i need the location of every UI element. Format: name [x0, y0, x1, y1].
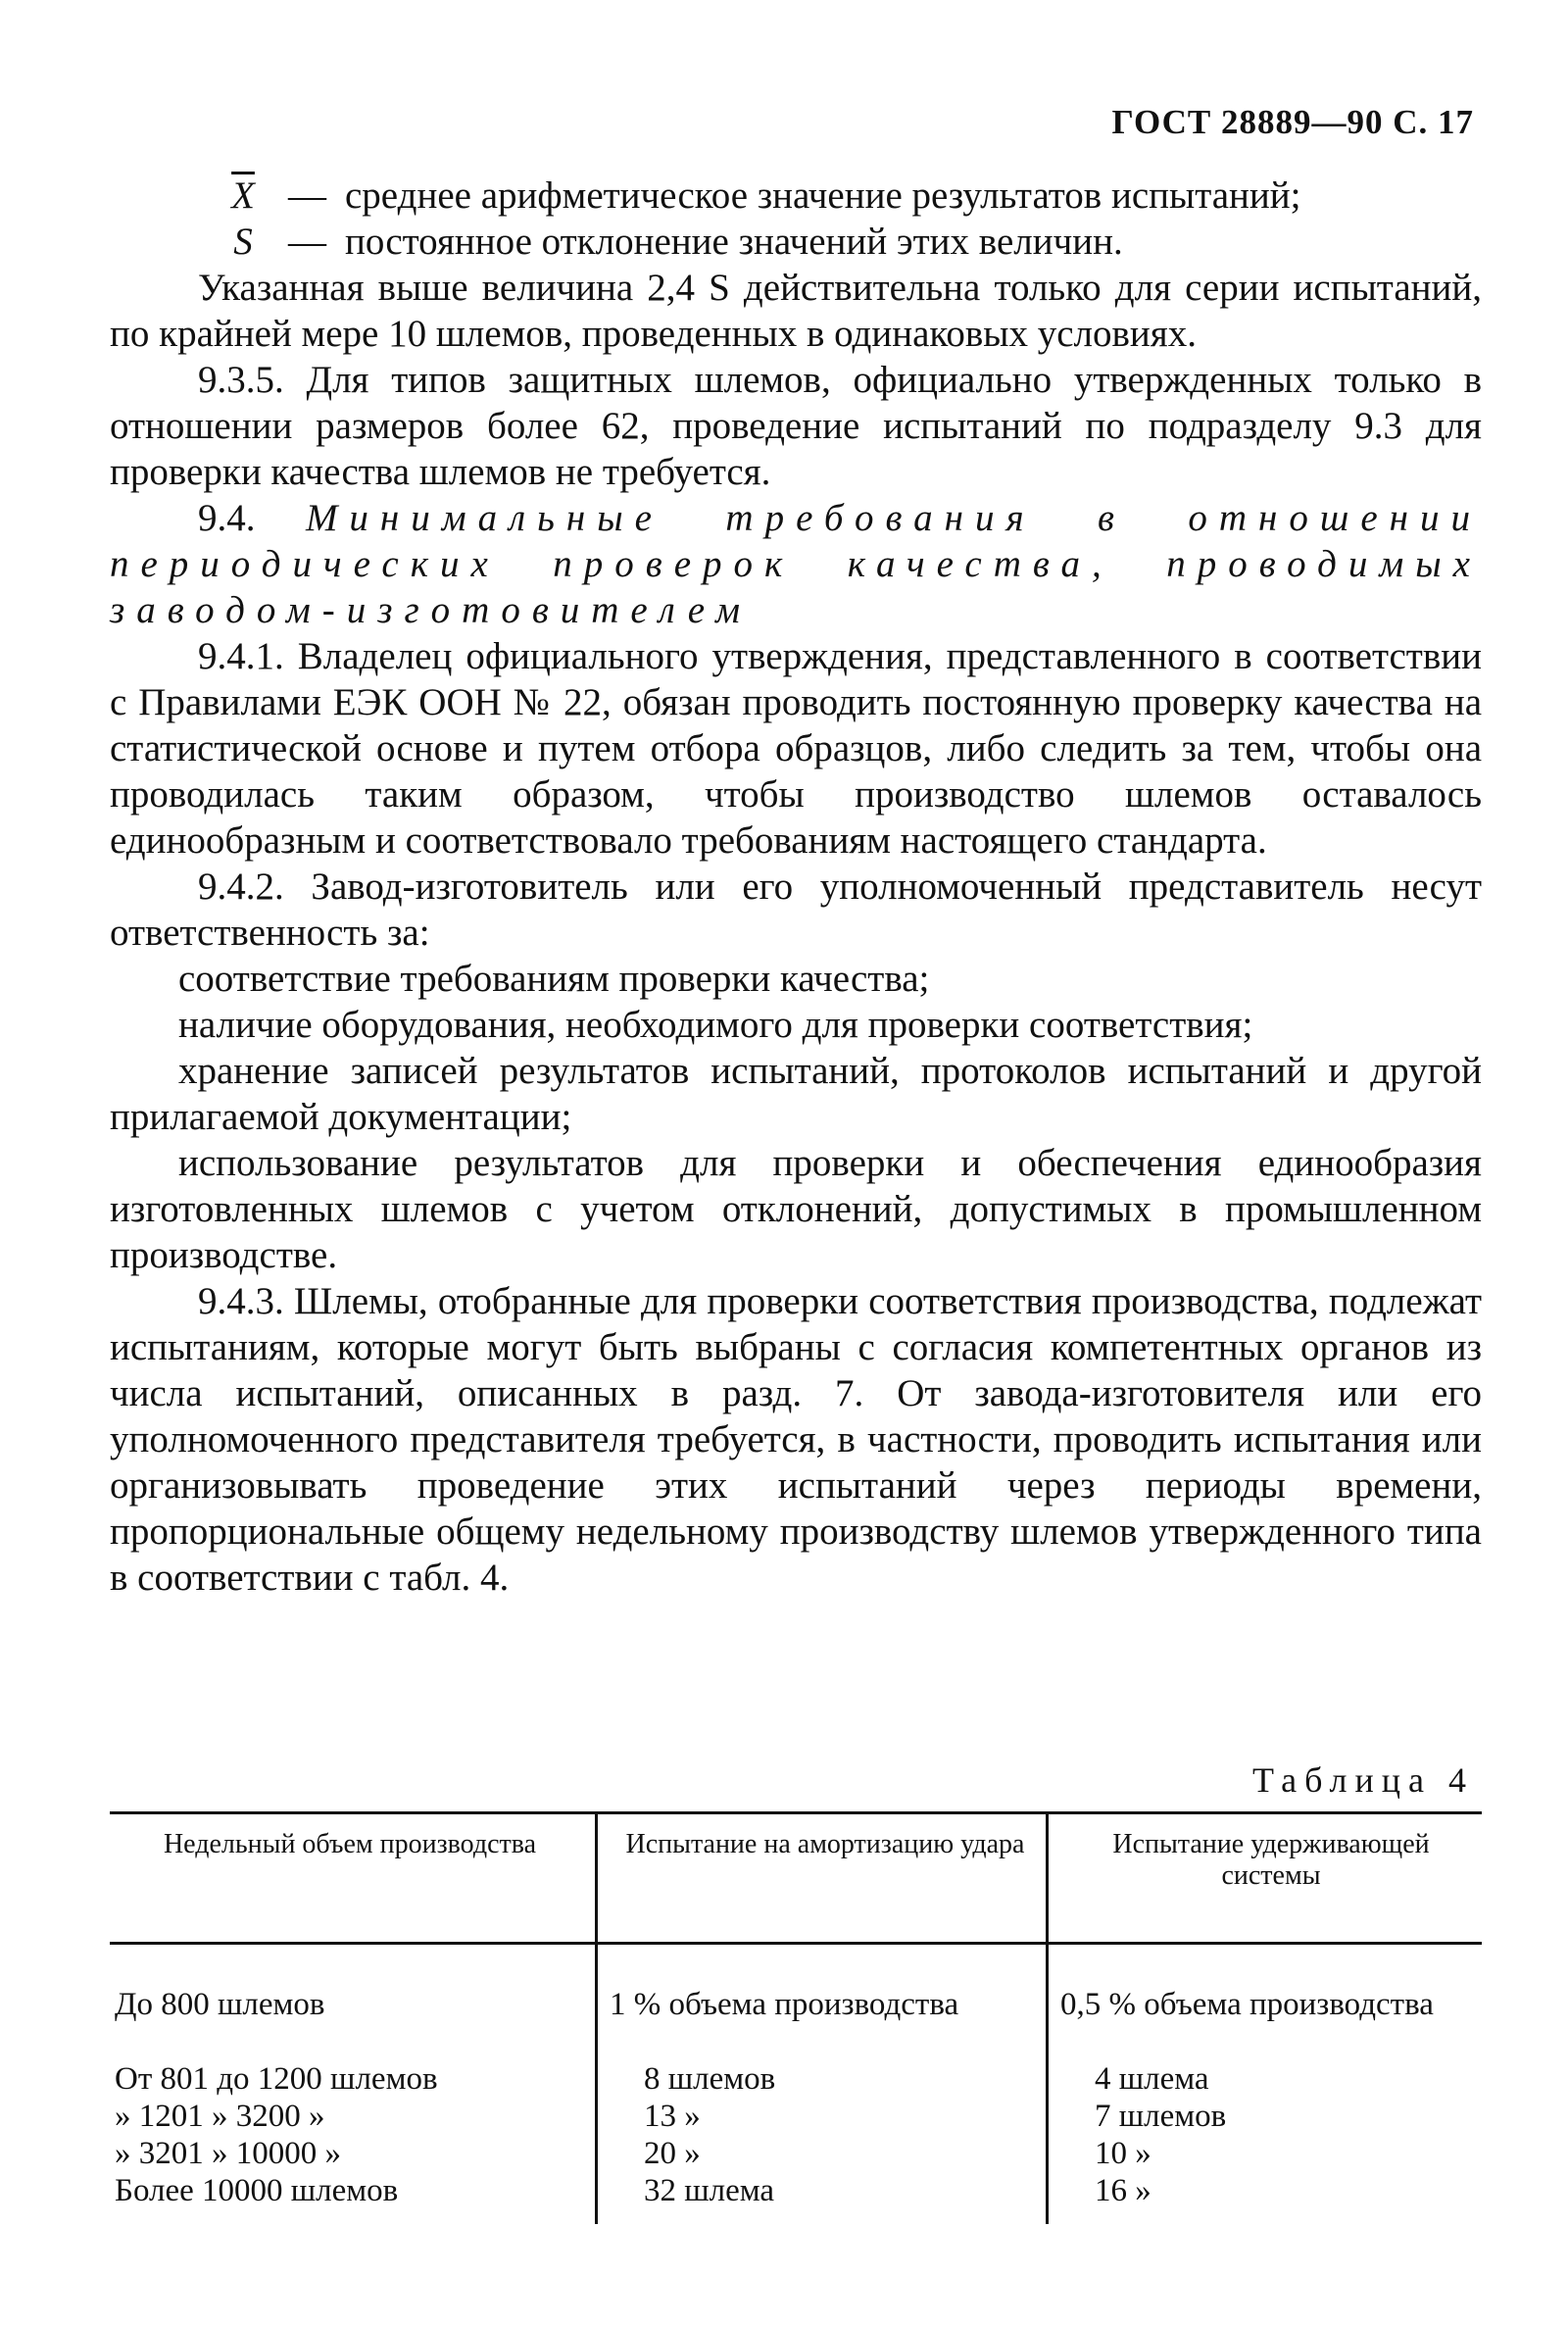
symbol-x: $\overline{X}$ — [231, 174, 255, 217]
table-top-rule — [110, 1811, 1482, 1814]
list-item: использование результатов для проверки и обеспечения единообразия изготовленных шлемов с учетом отклонений, допустимых в промышленном производстве. — [110, 1142, 1482, 1276]
column-divider — [595, 1945, 598, 2224]
table-header-rule — [110, 1942, 1482, 1945]
paragraph-9-4-1: 9.4.1. Владелец официального утверждения, представленного в соответствии с Правилами ЕЭК ООН № 22, обязан проводить постоянную проверку качества на статистической основе и путем отбора образцов, либо следить за тем, чтобы она проводилась таким образом, чтобы производство шлемов оставалось единообразным и соответствовало требованиям настоящего стандарта. — [110, 635, 1482, 862]
table-cell: 13 » — [644, 2099, 701, 2134]
symbol-s: S — [233, 221, 253, 263]
paragraph-note: Указанная выше величина 2,4 S действительна только для серии испытаний, по крайней мере 10 шлемов, проведенных в одинаковых условиях. — [110, 267, 1482, 355]
definition-s-text: постоянное отклонение значений этих величин. — [345, 221, 1123, 263]
table-cell: 32 шлема — [644, 2173, 775, 2208]
table-cell: 8 шлемов — [644, 2061, 776, 2097]
definition-s: S — постоянное отклонение значений этих величин. — [198, 219, 1482, 265]
table-cell: » 3201 » 10000 » — [115, 2136, 341, 2171]
paragraph-9-4-2: 9.4.2. Завод-изготовитель или его уполномоченный представитель несут ответственность за: — [110, 866, 1482, 954]
header-weekly-volume: Недельный объем производства — [163, 1829, 537, 1859]
table-cell: От 801 до 1200 шлемов — [115, 2061, 438, 2097]
paragraph-9-4-3: 9.4.3. Шлемы, отобранные для проверки соответствия производства, подлежат испытаниям, которые могут быть выбраны с согласия компетентных органов из числа испытаний, описанных в разд. 7. От завода-изготовителя или его уполномоченного представителя требуется, в частности, проводить испытания или организовывать проведение этих испытаний через периоды времени, пропорциональные общему недельному производству шлемов утвержденного типа в соответствии с табл. 4. — [110, 1280, 1482, 1599]
body-text — [110, 173, 1482, 1601]
header-retention-test: Испытание удерживающей системы — [1112, 1829, 1430, 1891]
section-9-4-heading — [110, 495, 1482, 633]
table-cell: 7 шлемов — [1095, 2099, 1227, 2134]
header-impact-test: Испытание на амортизацию удара — [625, 1829, 1025, 1859]
table-cell: 0,5 % объема производства — [1060, 1987, 1434, 2022]
table-cell: 1 % объема производства — [610, 1987, 959, 2022]
column-divider — [1046, 1811, 1049, 1942]
production-table — [110, 1811, 1482, 2223]
definition-x: $\overline{X}$ — среднее арифметическое значение результатов испытаний; — [198, 173, 1482, 219]
column-divider — [595, 1811, 598, 1942]
table-cell: 4 шлема — [1095, 2061, 1209, 2097]
table-cell: Более 10000 шлемов — [115, 2173, 399, 2208]
section-9-4-number: 9.4. — [198, 497, 256, 539]
page-header: ГОСТ 28889—90 С. 17 — [1111, 103, 1474, 141]
table-cell: До 800 шлемов — [115, 1987, 325, 2022]
table-cell: 10 » — [1095, 2136, 1152, 2171]
list-item: наличие оборудования, необходимого для проверки соответствия; — [178, 1004, 1253, 1046]
list-item: хранение записей результатов испытаний, протоколов испытаний и другой прилагаемой документации; — [110, 1050, 1482, 1138]
table-cell: 16 » — [1095, 2173, 1152, 2208]
section-9-4-title: Минимальные требования в отношении периодических проверок качества, проводимых заводом-изготовителем — [110, 497, 1483, 631]
paragraph-9-3-5: 9.3.5. Для типов защитных шлемов, официально утвержденных только в отношении размеров более 62, проведение испытаний по подразделу 9.3 для проверки качества шлемов не требуется. — [110, 359, 1482, 493]
table-cell: 20 » — [644, 2136, 701, 2171]
table-cell: » 1201 » 3200 » — [115, 2099, 325, 2134]
definition-x-text: среднее арифметическое значение результатов испытаний; — [345, 174, 1301, 217]
column-divider — [1046, 1945, 1049, 2224]
table-caption: Таблица 4 — [1252, 1760, 1474, 1800]
list-item: соответствие требованиям проверки качества; — [178, 958, 930, 1000]
